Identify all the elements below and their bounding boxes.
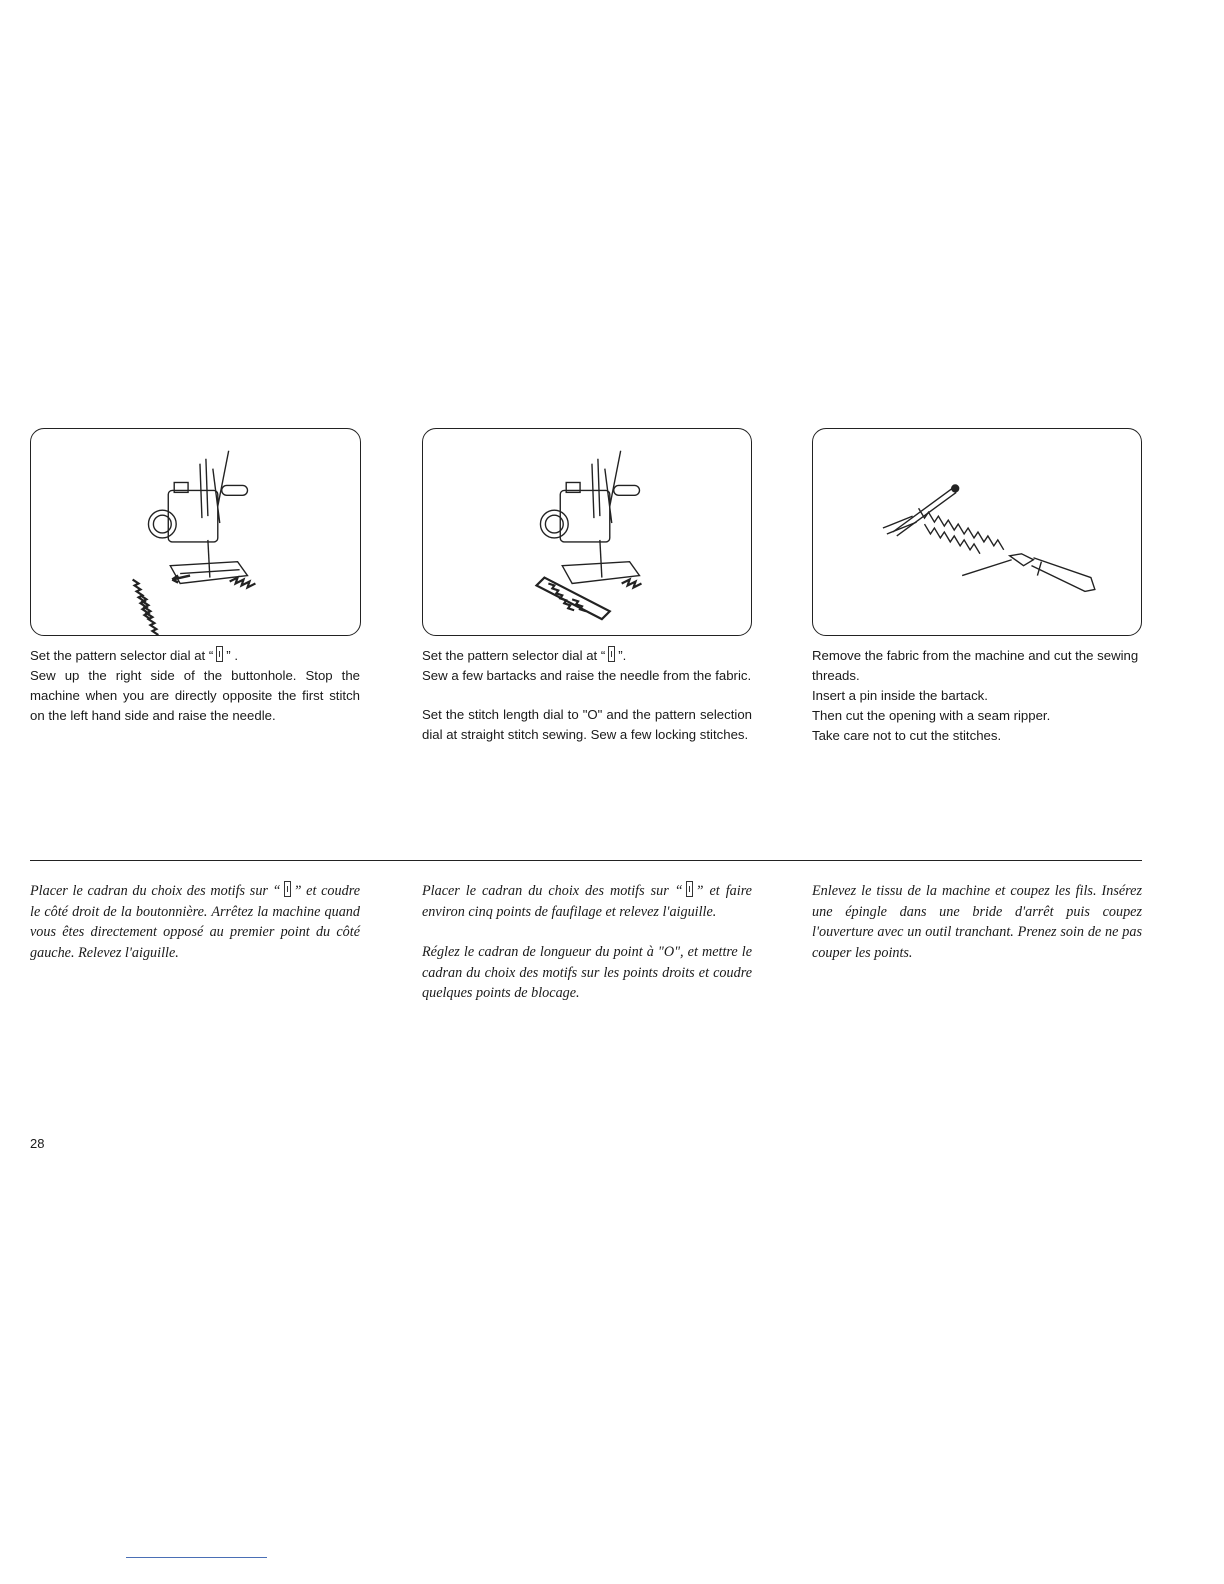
french-text: ” et faire environ cinq points de faufilage et relevez l'aiguille. bbox=[422, 883, 752, 920]
french-instructions-step-3 bbox=[812, 881, 1142, 963]
english-text: ” . bbox=[226, 648, 238, 663]
english-instructions-step-2 bbox=[422, 646, 752, 745]
french-instructions-step-2 bbox=[422, 881, 752, 1004]
english-line: Take care not to cut the stitches. bbox=[812, 728, 1002, 743]
english-paragraph: Set the stitch length dial to "O" and the pattern selection dial at straight stitch sewing. Sew a few locking stitches. bbox=[422, 707, 752, 742]
french-paragraph: Enlevez le tissu de la machine et coupez les fils. Insérez une épingle dans une bride d'arrêt puis coupez l'ouverture avec un outil tranchant. Prenez soin de ne pas couper les points. bbox=[812, 883, 1142, 961]
french-text: ” et coudre le côté droit de la boutonnière. Arrêtez la machine quand vous êtes directement opposé au premier point du côté gauche. Relevez l'aiguille. bbox=[30, 883, 361, 961]
presser-foot-sewing-icon bbox=[31, 429, 360, 635]
page-number: 28 bbox=[30, 1136, 45, 1151]
french-paragraph: Réglez le cadran de longueur du point à "O", et mettre le cadran du choix des motifs sur les points droits et coudre quelques points de blocage. bbox=[422, 944, 752, 1001]
zigzag-right-icon bbox=[284, 881, 291, 897]
illustration-panel-2 bbox=[422, 428, 752, 636]
english-paragraph: Sew a few bartacks and raise the needle from the fabric. bbox=[422, 668, 752, 683]
illustration-panel-1 bbox=[30, 428, 361, 636]
french-text: Placer le cadran du choix des motifs sur “ bbox=[30, 883, 281, 899]
presser-foot-bartack-icon bbox=[423, 429, 751, 635]
english-instructions-step-1 bbox=[30, 646, 360, 726]
french-text: Placer le cadran du choix des motifs sur “ bbox=[422, 883, 683, 899]
english-instructions-step-3 bbox=[812, 646, 1144, 746]
bartack-icon bbox=[608, 646, 615, 662]
illustration-panel-3 bbox=[812, 428, 1142, 636]
english-text: Set the pattern selector dial at “ bbox=[422, 648, 606, 663]
zigzag-right-icon bbox=[216, 646, 223, 662]
footer-link-underline bbox=[126, 1557, 267, 1558]
english-text: ”. bbox=[618, 648, 627, 663]
english-line: Remove the fabric from the machine and cut the sewing threads. bbox=[812, 648, 1139, 683]
english-line: Insert a pin inside the bartack. bbox=[812, 688, 988, 703]
section-divider bbox=[30, 860, 1142, 861]
bartack-icon bbox=[686, 881, 693, 897]
english-line: Then cut the opening with a seam ripper. bbox=[812, 708, 1051, 723]
seam-ripper-icon bbox=[813, 429, 1141, 635]
english-paragraph: Sew up the right side of the buttonhole. Stop the machine when you are directly opposite the first stitch on the left hand side and raise the needle. bbox=[30, 668, 360, 723]
english-text: Set the pattern selector dial at “ bbox=[30, 648, 214, 663]
french-instructions-step-1 bbox=[30, 881, 360, 963]
